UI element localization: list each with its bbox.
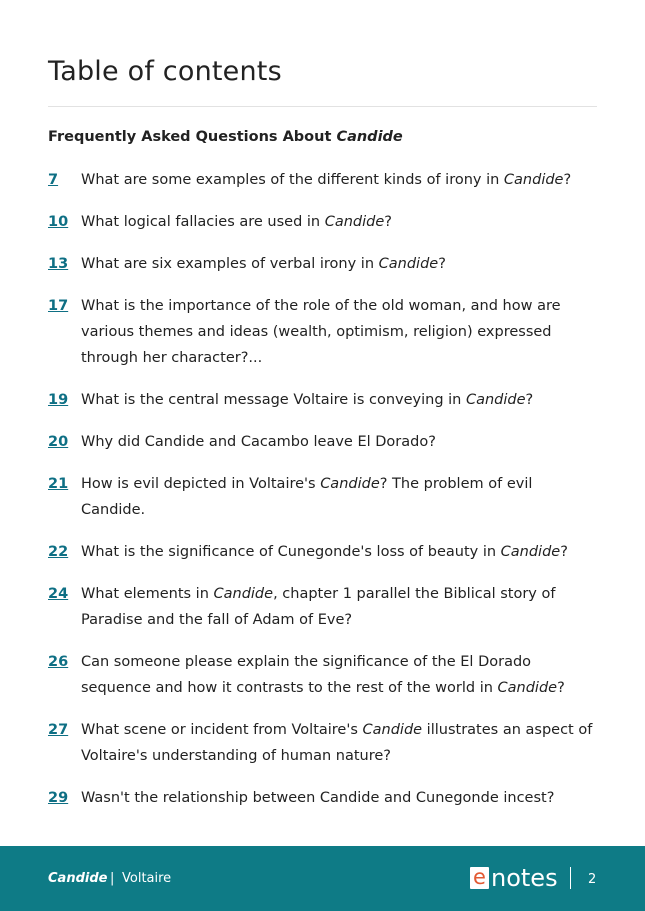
toc-text-segment: illustrates an aspect of Voltaire's understanding of human nature? [81, 722, 593, 764]
toc-question-text [81, 209, 600, 235]
toc-entry [48, 387, 600, 413]
toc-text-segment: What elements in [81, 586, 214, 602]
toc-entry [48, 649, 600, 701]
toc-book-title: Candide [497, 680, 558, 696]
toc-question-text [81, 649, 600, 701]
toc-page-link[interactable]: 7 [48, 172, 59, 188]
toc-page-link[interactable]: 20 [48, 434, 69, 450]
enotes-logo-mark: e [470, 867, 489, 889]
footer-divider [570, 867, 571, 889]
toc-text-segment: ? The problem of evil Candide. [81, 476, 533, 518]
toc-text-segment: Why did Candide and Cacambo leave El Dorado? [81, 434, 436, 450]
toc-page-link[interactable]: 10 [48, 214, 69, 230]
toc-page-link[interactable]: 29 [48, 790, 69, 806]
toc-question-text [81, 429, 600, 455]
toc-entry [48, 293, 600, 371]
toc-question-text [81, 471, 600, 523]
toc-text-segment: ? [563, 172, 572, 188]
toc-text-segment: What is the significance of Cunegonde's loss of beauty in [81, 544, 501, 560]
enotes-logo[interactable] [470, 866, 558, 890]
toc-text-segment: ? [557, 680, 565, 696]
toc-question-text [81, 717, 600, 769]
toc-question-text [81, 785, 600, 811]
toc-text-segment: What are six examples of verbal irony in [81, 256, 379, 272]
page-number: 2 [588, 872, 597, 887]
toc-book-title: Candide [500, 544, 561, 560]
toc-entry [48, 581, 600, 633]
enotes-logo-text: notes [491, 864, 558, 892]
footer-separator: | [110, 871, 115, 886]
toc-text-segment: What logical fallacies are used in [81, 214, 325, 230]
toc-entry [48, 209, 600, 235]
toc-question-text [81, 539, 600, 565]
toc-text-segment: , chapter 1 parallel the Biblical story of Paradise and the fall of Adam of Eve? [81, 586, 556, 628]
toc-page-link[interactable]: 22 [48, 544, 69, 560]
toc-entry [48, 717, 600, 769]
toc-book-title: Candide [320, 476, 380, 492]
toc-entry [48, 167, 600, 193]
toc-page-link[interactable]: 24 [48, 586, 69, 602]
toc-page-link[interactable]: 27 [48, 722, 69, 738]
toc-entry [48, 539, 600, 565]
toc-text-segment: How is evil depicted in Voltaire's [81, 476, 321, 492]
toc-text-segment: What is the importance of the role of the old woman, and how are various themes and ideas (wealth, optimism, religion) expressed through her character?... [81, 298, 561, 366]
section-heading-prefix: Frequently Asked Questions About [48, 129, 337, 145]
toc-page-link[interactable]: 19 [48, 392, 69, 408]
toc-entry [48, 429, 600, 455]
toc-question-text [81, 387, 600, 413]
toc-book-title: Candide [503, 172, 564, 188]
toc-text-segment: ? [438, 256, 446, 272]
toc-page-link[interactable]: 13 [48, 256, 69, 272]
toc-entry [48, 785, 600, 811]
toc-book-title: Candide [324, 214, 385, 230]
toc-text-segment: What scene or incident from Voltaire's [81, 722, 363, 738]
toc-text-segment: ? [560, 544, 568, 560]
section-heading-book-title: Candide [336, 129, 403, 145]
page-title: Table of contents [48, 56, 282, 87]
toc-entry [48, 471, 600, 523]
toc-text-segment: Can someone please explain the significance of the El Dorado sequence and how it contrasts to the rest of the world in [81, 654, 532, 696]
toc-page-link[interactable]: 26 [48, 654, 69, 670]
toc-book-title: Candide [213, 586, 274, 602]
toc-question-text [81, 581, 600, 633]
toc-text-segment: ? [525, 392, 534, 408]
toc-page-link[interactable]: 17 [48, 298, 69, 314]
toc-list [48, 167, 600, 827]
footer-author: Voltaire [122, 871, 172, 886]
footer-bar [0, 846, 645, 911]
toc-page-link[interactable]: 21 [48, 476, 69, 492]
toc-book-title: Candide [465, 392, 526, 408]
toc-question-text [81, 167, 600, 193]
toc-text-segment: What are some examples of the different kinds of irony in [81, 172, 504, 188]
toc-book-title: Candide [378, 256, 439, 272]
title-divider [48, 106, 597, 107]
section-heading [48, 129, 403, 145]
toc-text-segment: Wasn't the relationship between Candide and Cunegonde incest? [81, 790, 555, 806]
toc-book-title: Candide [362, 722, 423, 738]
toc-entry [48, 251, 600, 277]
toc-question-text [81, 251, 600, 277]
toc-text-segment: What is the central message Voltaire is conveying in [81, 392, 466, 408]
toc-text-segment: ? [384, 214, 392, 230]
footer-book-title: Candide [48, 871, 108, 886]
toc-question-text [81, 293, 600, 371]
